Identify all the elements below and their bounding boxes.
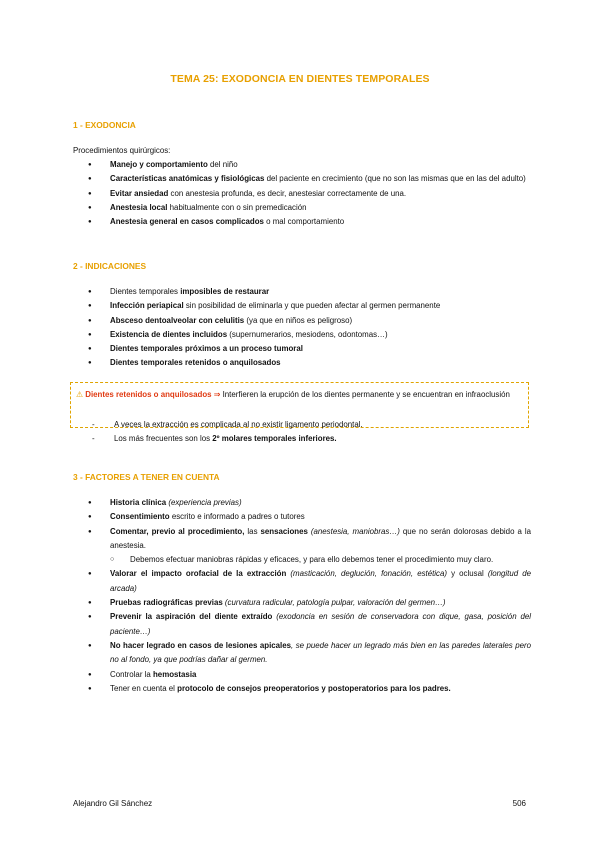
list-item: ● Controlar la hemostasia bbox=[73, 668, 531, 682]
page-title: TEMA 25: EXODONCIA EN DIENTES TEMPORALES bbox=[170, 73, 430, 85]
sub-list-item: ○ Debemos efectuar maniobras rápidas y eficaces, y para ello debemos tener el procedimiento muy claro. bbox=[110, 553, 531, 567]
arrow-icon: ⇒ bbox=[213, 390, 221, 399]
list-item: ● Comentar, previo al procedimiento, las sensaciones (anestesia, maniobras…) que no serán dolorosas debido a la anestesia. ○ Debemos efectuar maniobras rápidas y eficaces, y para ello debemos tener el procedimiento muy claro. bbox=[73, 525, 531, 568]
indicaciones-list bbox=[73, 285, 531, 371]
footer-author: Alejandro Gil Sánchez bbox=[73, 799, 153, 808]
list-item: ● Dientes temporales imposibles de restaurar bbox=[73, 285, 531, 299]
list-item: ● Anestesia local habitualmente con o sin premedicación bbox=[73, 201, 531, 215]
warning-note-text: ⚠ Dientes retenidos o anquilosados ⇒ Interfieren la erupción de los dientes permanente y se encuentran en infraoclusión bbox=[76, 390, 510, 399]
list-item: ● Pruebas radiográficas previas (curvatura radicular, patología pulpar, valoración del germen…) bbox=[73, 596, 531, 610]
section-heading-factores: 3 - FACTORES A TENER EN CUENTA bbox=[73, 472, 220, 482]
list-item: - Los más frecuentes son los 2º molares temporales inferiores. bbox=[92, 432, 363, 446]
factores-list bbox=[73, 496, 531, 696]
list-item: ● Manejo y comportamiento del niño bbox=[73, 158, 531, 172]
list-item: ● Evitar ansiedad con anestesia profunda, es decir, anestesiar correctamente de una. bbox=[73, 187, 531, 201]
list-item: ● Infección periapical sin posibilidad de eliminarla y que pueden afectar al germen permanente bbox=[73, 299, 531, 313]
section-intro: Procedimientos quirúrgicos: bbox=[73, 146, 171, 155]
exodoncia-list bbox=[73, 158, 531, 229]
list-item: ● Anestesia general en casos complicados o mal comportamiento bbox=[73, 215, 531, 229]
list-item: ● Historia clínica (experiencia previas) bbox=[73, 496, 531, 510]
list-item: ● Tener en cuenta el protocolo de consejos preoperatorios y postoperatorios para los padres. bbox=[73, 682, 531, 696]
footer-page-number: 506 bbox=[512, 799, 526, 808]
list-item: ● Consentimiento escrito e informado a padres o tutores bbox=[73, 510, 531, 524]
list-item: ● Absceso dentoalveolar con celulitis (ya que en niños es peligroso) bbox=[73, 314, 531, 328]
note-dash-list bbox=[92, 418, 363, 447]
list-item: ● Dientes temporales retenidos o anquilosados bbox=[73, 356, 531, 370]
warning-icon: ⚠ bbox=[76, 390, 84, 399]
section-heading-exodoncia: 1 - EXODONCIA bbox=[73, 120, 136, 130]
list-item: ● Dientes temporales próximos a un proceso tumoral bbox=[73, 342, 531, 356]
list-item: - A veces la extracción es complicada al no existir ligamento periodontal. bbox=[92, 418, 363, 432]
list-item: ● No hacer legrado en casos de lesiones apicales, se puede hacer un legrado más bien en las paredes laterales pero no al fondo, ya que podrías dañar al germen. bbox=[73, 639, 531, 668]
list-item: ● Características anatómicas y fisiológicas del paciente en crecimiento (que no son las mismas que en las del adulto) bbox=[73, 172, 531, 186]
list-item: ● Prevenir la aspiración del diente extraído (exodoncia en sesión de conservadora con dique, gasa, posición del paciente…) bbox=[73, 610, 531, 639]
sub-list bbox=[110, 553, 531, 567]
section-heading-indicaciones: 2 - INDICACIONES bbox=[73, 261, 147, 271]
list-item: ● Valorar el impacto orofacial de la extracción (masticación, deglución, fonación, estética) y oclusal (longitud de arcada) bbox=[73, 567, 531, 596]
list-item: ● Existencia de dientes incluidos (supernumerarios, mesiodens, odontomas…) bbox=[73, 328, 531, 342]
